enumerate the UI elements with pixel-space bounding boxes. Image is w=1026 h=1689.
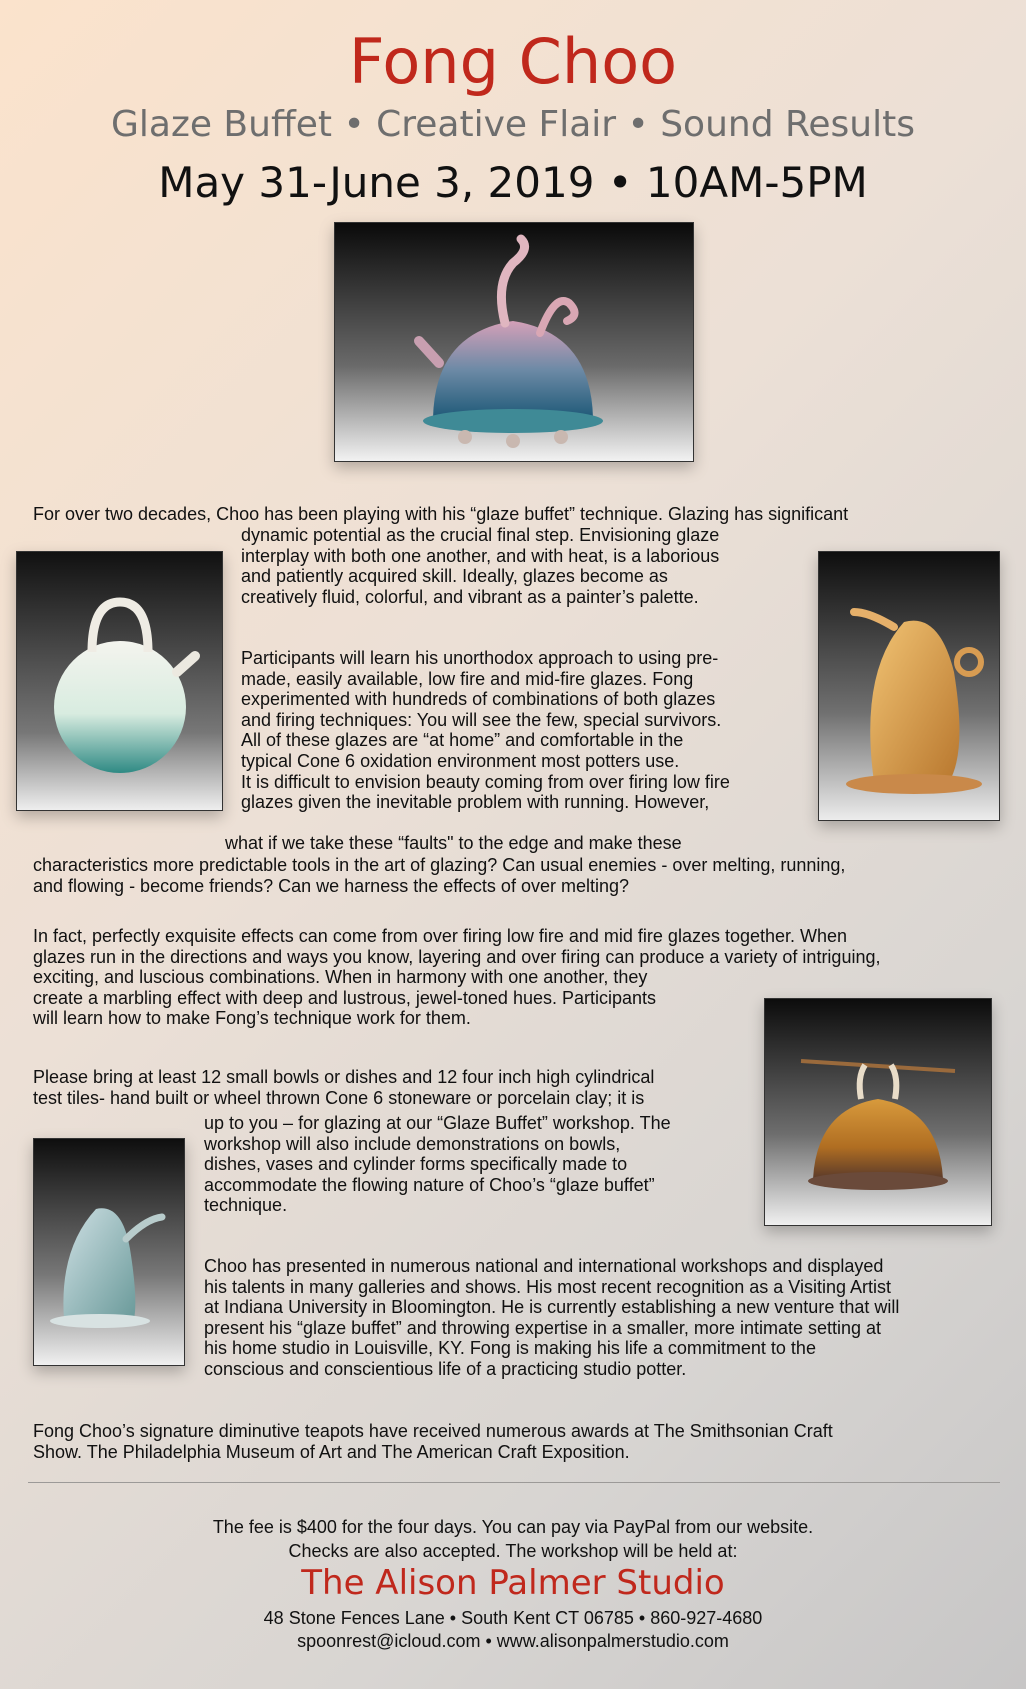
amber-teapot-photo bbox=[818, 551, 1000, 821]
page-subtitle: Glaze Buffet • Creative Flair • Sound Results bbox=[110, 104, 915, 145]
pale-teapot-photo bbox=[33, 1138, 185, 1366]
intro-paragraph: dynamic potential as the crucial final step. Envisioning glaze interplay with both one another, and with heat, is a laborious and patiently acquired skill. Ideally, glazes become as creatively fluid, colorful, and vibrant as a painter’s palette. bbox=[241, 525, 720, 607]
main-teapot-photo bbox=[334, 222, 694, 462]
awards-paragraph: Fong Choo’s signature diminutive teapots have received numerous awards at The Smithsonian Craft Show. The Philadelphia Museum of Art and The American Craft Exposition. bbox=[33, 1421, 833, 1462]
white-teal-teapot-photo bbox=[16, 551, 223, 811]
materials-paragraph: Please bring at least 12 small bowls or dishes and 12 four inch high cylindrical test tiles- hand built or wheel thrown Cone 6 stoneware or porcelain clay; it is bbox=[33, 1067, 655, 1108]
page-title: Fong Choo bbox=[348, 25, 678, 98]
studio-name: The Alison Palmer Studio bbox=[301, 1563, 725, 1603]
studio-contact: spoonrest@icloud.com • www.alisonpalmerstudio.com bbox=[297, 1631, 729, 1651]
effects-paragraph: In fact, perfectly exquisite effects can come from over firing low fire and mid fire glazes together. When glazes run in the directions and ways you know, layering and over firing can produce a variety of intriguing, exciting, and luscious combinations. When in harmony with one another, they create a marbling effect with deep and lustrous, jewel-toned hues. Participants will learn how to make Fong’s technique work for them. bbox=[33, 926, 881, 1029]
bio-paragraph: Choo has presented in numerous national and international workshops and displayed his talents in many galleries and shows. His most recent recognition as a Visiting Artist at Indiana University in Bloomington. He is currently establishing a new venture that will present his “glaze buffet” and throwing expertise in a smaller, more intimate setting at his home studio in Louisville, KY. Fong is making his life a commitment to the conscious and conscientious life of a practicing studio potter. bbox=[204, 1256, 900, 1379]
section-divider bbox=[28, 1482, 1000, 1483]
fee-line: The fee is $400 for the four days. You can pay via PayPal from our website. bbox=[212, 1517, 814, 1537]
approach-paragraph: Participants will learn his unorthodox approach to using pre- made, easily available, low fire and mid-fire glazes. Fong experimented with hundreds of combinations of both glazes and firing techniques: You will see the few, special survivors. All of these glazes are “at home” and comfortable in the typical Cone 6 oxidation environment most potters use. It is difficult to envision beauty coming from over firing low fire glazes given the inevitable problem with running. However, bbox=[241, 648, 730, 813]
studio-address: 48 Stone Fences Lane • South Kent CT 06785 • 860-927-4680 bbox=[263, 1608, 763, 1628]
twig-handle-teapot-photo bbox=[764, 998, 992, 1226]
event-dates: May 31-June 3, 2019 • 10AM-5PM bbox=[158, 158, 868, 207]
checks-line: Checks are also accepted. The workshop will be held at: bbox=[288, 1541, 738, 1561]
intro-line: For over two decades, Choo has been playing with his “glaze buffet” technique. Glazing has significant bbox=[33, 504, 849, 524]
